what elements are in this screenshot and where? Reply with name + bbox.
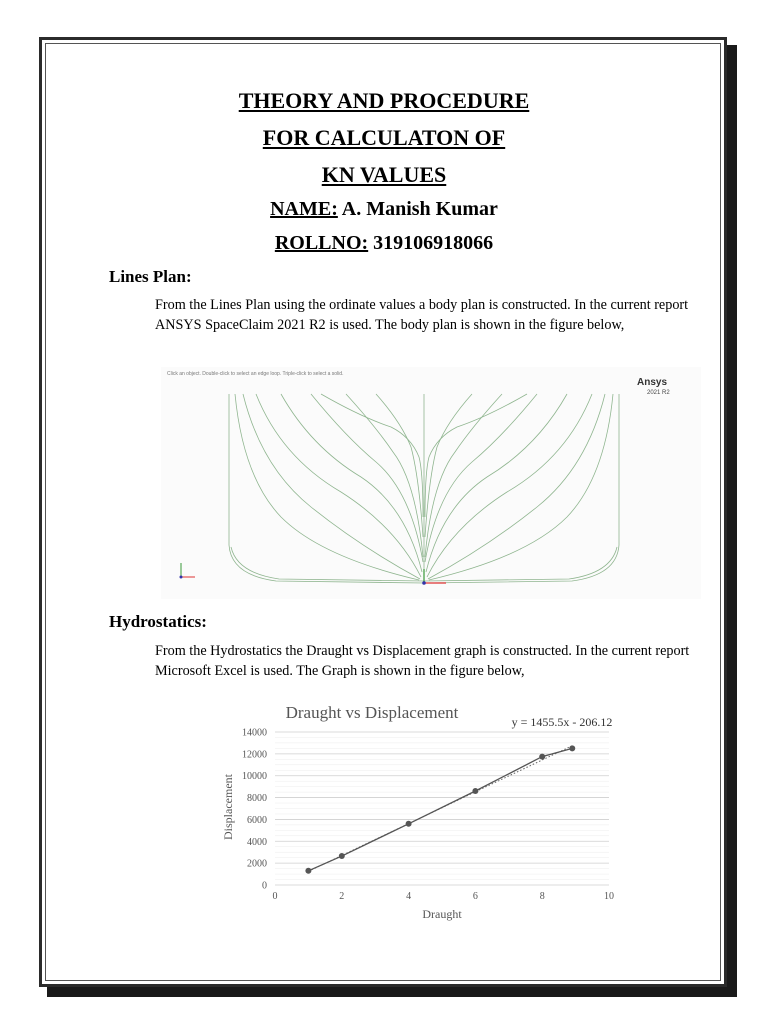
ansys-version: 2021 R2 bbox=[647, 390, 670, 396]
title-line-2 bbox=[0, 125, 768, 151]
x-tick-label: 4 bbox=[406, 891, 412, 902]
body-plan-station-line bbox=[311, 394, 423, 562]
roll-line bbox=[0, 232, 768, 255]
body-plan-station-line bbox=[425, 394, 502, 557]
title-line-1 bbox=[0, 88, 768, 114]
body-plan-station-line bbox=[425, 394, 537, 562]
x-tick-label: 8 bbox=[539, 891, 545, 902]
chart-y-tick-labels bbox=[242, 728, 267, 892]
title-line-3 bbox=[0, 162, 768, 188]
body-plan-station-line bbox=[235, 394, 419, 580]
ansys-brand: Ansys bbox=[637, 377, 668, 388]
body-plan-station-line bbox=[376, 394, 423, 537]
data-point bbox=[406, 821, 412, 827]
chart-equation: y = 1455.5x - 206.12 bbox=[511, 715, 613, 729]
title-line-1-text: THEORY AND PROCEDURE bbox=[238, 88, 530, 113]
name-line bbox=[0, 198, 768, 221]
y-tick-label: 2000 bbox=[247, 858, 267, 870]
hydrostatics-heading: Hydrostatics: bbox=[109, 612, 207, 631]
chart-title: Draught vs Displacement bbox=[285, 703, 459, 722]
data-point bbox=[539, 754, 545, 760]
body-plan-station-line bbox=[429, 394, 613, 580]
data-point bbox=[305, 868, 311, 874]
chart-y-axis-label: Displacement bbox=[221, 774, 235, 840]
body-plan-station-lines bbox=[229, 394, 619, 583]
lines-plan-heading: Lines Plan: bbox=[109, 267, 192, 286]
y-tick-label: 4000 bbox=[247, 836, 267, 848]
displacement-chart bbox=[212, 695, 630, 927]
body-plan-svg bbox=[161, 367, 701, 599]
hydrostatics-paragraph: From the Hydrostatics the Draught vs Displacement graph is constructed. In the current report Microsoft Excel is used. The Graph is shown in the figure below, bbox=[155, 643, 690, 679]
body-plan-hint: Click an object. Double-click to select an edge loop. Triple-click to select a solid. bbox=[167, 371, 344, 377]
x-tick-label: 0 bbox=[272, 891, 278, 902]
y-tick-label: 6000 bbox=[247, 814, 267, 826]
chart-x-axis-label: Draught bbox=[422, 907, 462, 921]
x-tick-label: 6 bbox=[472, 891, 478, 902]
chart-gridlines bbox=[275, 732, 609, 885]
body-plan-station-line bbox=[321, 394, 423, 517]
y-tick-label: 14000 bbox=[242, 727, 267, 739]
title-line-2-text: FOR CALCULATON OF bbox=[262, 125, 506, 150]
data-point bbox=[339, 853, 345, 859]
body-plan-station-line bbox=[425, 394, 527, 517]
data-point bbox=[472, 788, 478, 794]
roll-value: 319106918066 bbox=[368, 232, 494, 254]
name-label: NAME: bbox=[270, 198, 338, 220]
chart-x-tick-labels bbox=[273, 891, 615, 902]
x-tick-label: 2 bbox=[339, 891, 345, 902]
data-point bbox=[569, 745, 575, 751]
chart-svg bbox=[212, 695, 630, 927]
body-plan-station-line bbox=[424, 547, 617, 581]
body-plan-station-line bbox=[231, 547, 424, 581]
axis-triad-icon bbox=[180, 563, 196, 579]
y-tick-label: 8000 bbox=[247, 793, 267, 805]
body-plan-figure bbox=[161, 367, 701, 599]
body-plan-station-line bbox=[346, 394, 423, 557]
x-tick-label: 10 bbox=[604, 891, 614, 902]
lines-plan-paragraph: From the Lines Plan using the ordinate values a body plan is constructed. In the current report ANSYS SpaceClaim 2021 R2 is used. The body plan is shown in the figure below, bbox=[155, 297, 689, 333]
body-plan-station-line bbox=[425, 394, 472, 537]
roll-label: ROLLNO: bbox=[274, 232, 369, 254]
y-tick-label: 0 bbox=[262, 880, 267, 892]
title-line-3-text: KN VALUES bbox=[321, 162, 447, 187]
name-value: A. Manish Kumar bbox=[337, 198, 498, 220]
y-tick-label: 10000 bbox=[242, 771, 267, 783]
y-tick-label: 12000 bbox=[242, 749, 267, 761]
